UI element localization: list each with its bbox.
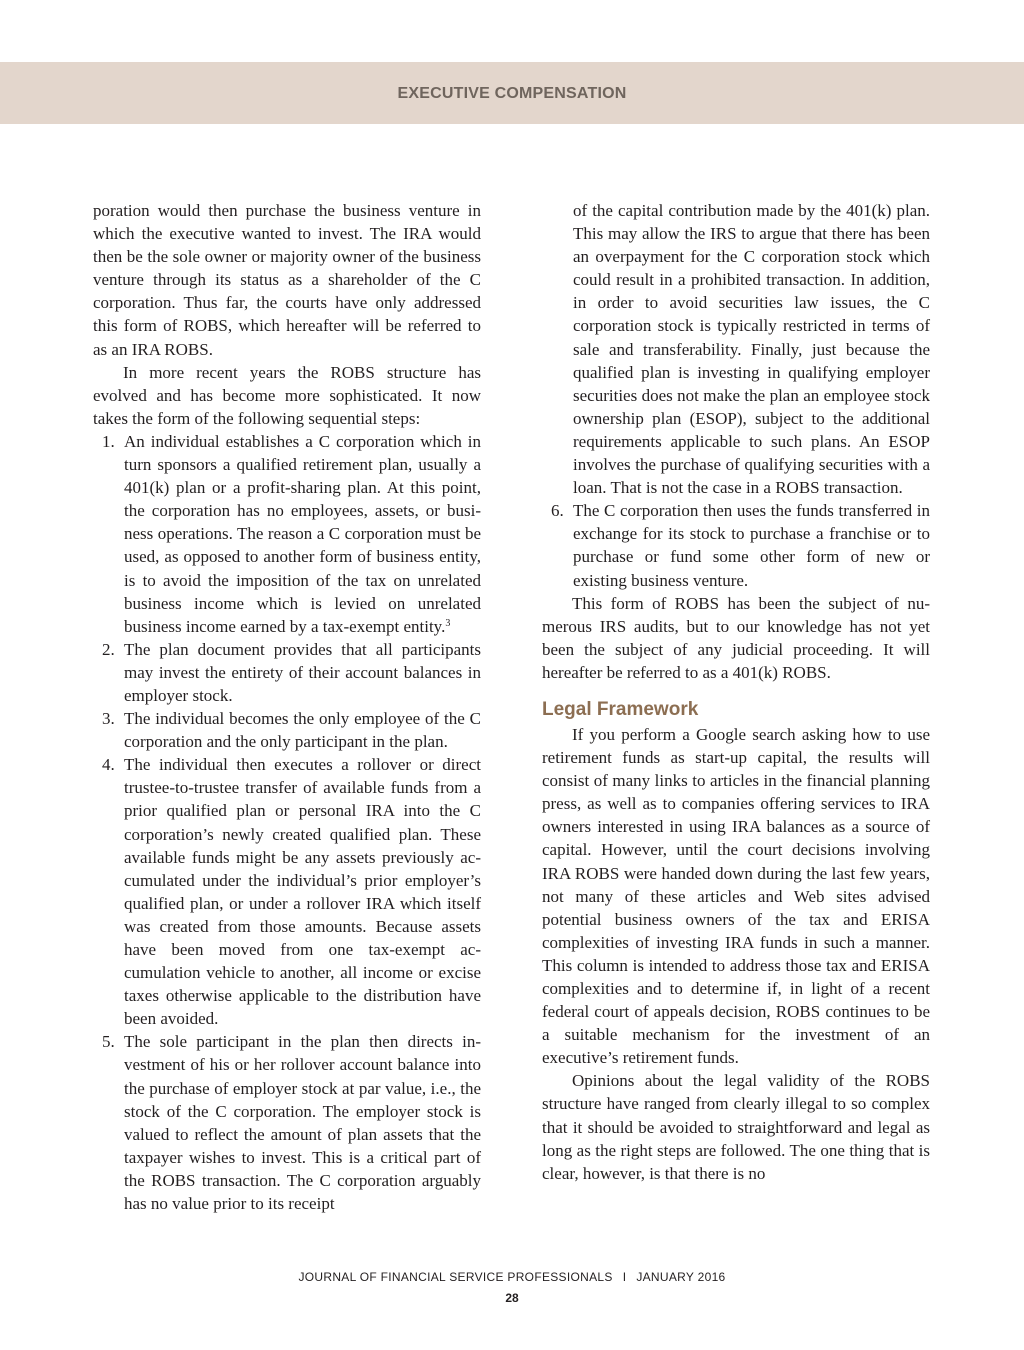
list-item: [93, 707, 481, 753]
list-number: 4.: [102, 755, 115, 775]
list-item-text: of the capital contribution made by the 401(k) plan. This may allow the IRS to argue that there has been an overpayment for the C corporation stock which could result in a prohibited transaction. In addition, in order to avoid securities law issues, the C corporation stock is typically restricted in terms of sale and transferability. Finally, just because the qualified plan is investing in qualifying employer securities does not make the plan an employee stock ownership plan (ESOP), subject to the additional requirements applicable to such plans. An ESOP involves the purchase of qualifying securities with a loan. That is not the case in a ROBS transaction.: [573, 201, 930, 498]
section-heading: Legal Framework: [542, 698, 699, 720]
paragraph: Opinions about the legal validity of the ROBS structure have ranged from clearly illegal to so complex that it should be avoided to straightforward and legal as long as the right steps are followed. The one thing that is clear, however, is that there is no: [542, 1071, 930, 1183]
list-number: 5.: [102, 1032, 115, 1052]
list-number: 6.: [551, 501, 564, 521]
list-item: [93, 638, 481, 707]
list-item-continued: [542, 199, 930, 499]
list-item-text: The individual then executes a rollover or direct trustee-to-trustee transfer of available funds from a prior qualified plan or personal IRA into the C corporation’s newly created qualified plan. These available funds might be any assets previously accumulated under the individual’s prior employer’s qualified plan, or under a rollover IRA which itself was created from those amounts. Because assets have been moved from one tax-exempt accumulation vehicle to another, all income or excise taxes otherwise applicable to the distribution have been avoided.: [124, 755, 481, 1029]
paragraph: poration would then purchase the business venture in which the executive wanted to invest. The IRA would then be the sole owner or majority owner of the business venture through its status as a shareholder of the C corporation. Thus far, the courts have only addressed this form of ROBS, which hereafter will be referred to as an IRA ROBS.: [93, 201, 481, 359]
steps-list-continued: [542, 199, 930, 592]
footnote-ref: 3: [445, 617, 451, 629]
section-title: EXECUTIVE COMPENSATION: [397, 85, 627, 102]
list-item-text: The individual becomes the only employee of the C corporation and the only participant in the plan.: [124, 709, 481, 752]
list-item: [93, 753, 481, 1030]
footer-journal-line: [0, 1270, 1024, 1284]
list-item: [93, 1030, 481, 1215]
list-item: [542, 499, 930, 591]
page-number: 28: [505, 1291, 519, 1305]
paragraph: This form of ROBS has been the subject of numerous IRS audits, but to our knowledge has not yet been the subject of any judicial proceeding. It will hereafter be referred to as a 401(k) ROBS.: [542, 593, 930, 682]
issue-date: JANUARY 2016: [636, 1270, 726, 1284]
list-number: 2.: [102, 639, 115, 659]
list-item-text: An individual establishes a C corporation which in turn sponsors a qualified retirement plan, usually a 401(k) plan or a profit-sharing plan. At this point, the corporation has no employees, assets, or business operations. The reason a C corporation must be used, as opposed to another form of business entity, is to avoid the imposition of the tax on unrelated business income which is levied on unrelated business income earned by a tax-exempt entity.: [124, 431, 481, 636]
list-number: 1.: [102, 431, 115, 451]
list-number: 3.: [102, 709, 115, 729]
paragraph: In more recent years the ROBS structure has evolved and has become more sophisticated. It now takes the form of the following sequential steps:: [93, 362, 481, 428]
paragraph: If you perform a Google search asking how to use retirement funds as start-up capital, the results will consist of many links to articles in the financial planning press, as well as to companies offering services to IRA owners interested in using IRA balances as a source of capital. However, until the court decisions involving IRA ROBS were handed down during the last few years, not many of these articles and Web sites advised potential business owners of the tax and ERISA complexities of investing IRA funds in such a manner. This column is intended to address those tax and ERISA complexities and to determine if, in light of a recent federal court of appeals decision, ROBS continues to be a suitable mechanism for the investment of an executive’s retirement funds.: [542, 724, 930, 1068]
footer-separator: I: [622, 1270, 627, 1284]
list-item-text: The sole participant in the plan then directs investment of his or her rollover account balance into the purchase of employer stock at par value, i.e., the stock of the C corporation. The employer stock is valued to reflect the amount of plan assets that the taxpayer wishes to invest. This is a critical part of the ROBS transaction. The C corporation arguably has no value prior to its receipt: [124, 1032, 481, 1214]
steps-list: [93, 430, 481, 1215]
right-column: [542, 199, 930, 1185]
list-item-text: The C corporation then uses the funds transferred in exchange for its stock to purchase a franchise or to purchase or fund some other form of new or existing business venture.: [573, 501, 930, 590]
journal-name: JOURNAL OF FINANCIAL SERVICE PROFESSIONALS: [298, 1270, 613, 1284]
list-item: [93, 430, 481, 638]
list-item-text: The plan document provides that all participants may invest the entirety of their account balances in employer stock.: [124, 639, 481, 705]
left-column: [93, 199, 481, 1215]
